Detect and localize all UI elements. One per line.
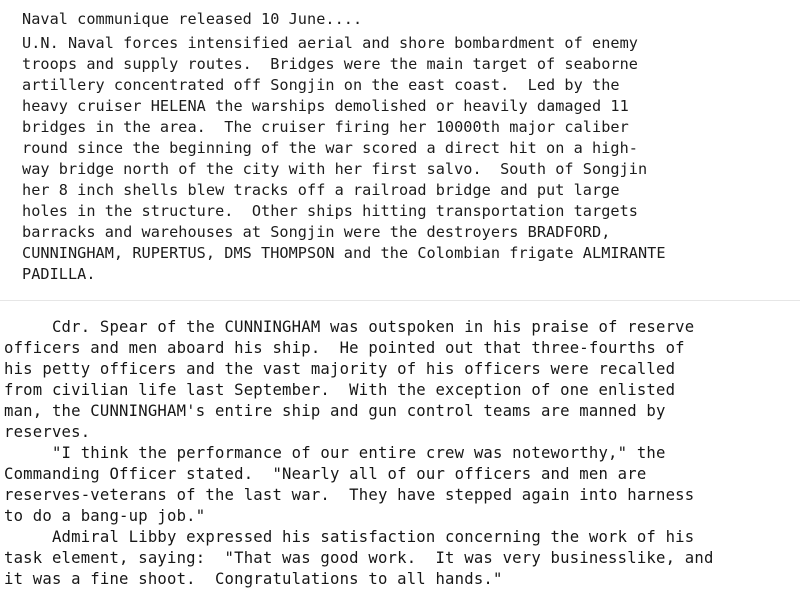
communique-line: artillery concentrated off Songjin on the east coast. Led by the bbox=[22, 76, 620, 94]
story-line: man, the CUNNINGHAM's entire ship and gun control teams are manned by bbox=[4, 402, 666, 420]
communique-line: heavy cruiser HELENA the warships demolished or heavily damaged 11 bbox=[22, 97, 629, 115]
story-line: Cdr. Spear of the CUNNINGHAM was outspoken in his praise of reserve bbox=[4, 318, 695, 336]
story-line: Commanding Officer stated. "Nearly all of our officers and men are bbox=[4, 465, 647, 483]
communique-line: round since the beginning of the war scored a direct hit on a high- bbox=[22, 139, 638, 157]
story-line: to do a bang-up job." bbox=[4, 507, 206, 525]
communique-line: PADILLA. bbox=[22, 265, 96, 283]
communique-line: barracks and warehouses at Songjin were the destroyers BRADFORD, bbox=[22, 223, 611, 241]
story-line: his petty officers and the vast majority of his officers were recalled bbox=[4, 360, 676, 378]
communique-line: bridges in the area. The cruiser firing her 10000th major caliber bbox=[22, 118, 629, 136]
story-line: reserves. bbox=[4, 423, 91, 441]
story-line: task element, saying: "That was good work. It was very businesslike, and bbox=[4, 549, 714, 567]
communique-line: holes in the structure. Other ships hitting transportation targets bbox=[22, 202, 638, 220]
communique-line: CUNNINGHAM, RUPERTUS, DMS THOMPSON and the Colombian frigate ALMIRANTE bbox=[22, 244, 666, 262]
communique-line: troops and supply routes. Bridges were the main target of seaborne bbox=[22, 55, 638, 73]
communique-line: U.N. Naval forces intensified aerial and shore bombardment of enemy bbox=[22, 34, 638, 52]
story-line: "I think the performance of our entire crew was noteworthy," the bbox=[4, 444, 666, 462]
section-divider bbox=[0, 300, 800, 301]
story-line: reserves-veterans of the last war. They have stepped again into harness bbox=[4, 486, 695, 504]
story-line: Admiral Libby expressed his satisfaction concerning the work of his bbox=[4, 528, 695, 546]
story-line: from civilian life last September. With the exception of one enlisted bbox=[4, 381, 676, 399]
communique-heading: Naval communique released 10 June.... bbox=[22, 10, 363, 28]
story-line: officers and men aboard his ship. He pointed out that three-fourths of bbox=[4, 339, 685, 357]
story-line: it was a fine shoot. Congratulations to all hands." bbox=[4, 570, 503, 588]
communique-line: way bridge north of the city with her first salvo. South of Songjin bbox=[22, 160, 648, 178]
communique-line: her 8 inch shells blew tracks off a railroad bridge and put large bbox=[22, 181, 620, 199]
